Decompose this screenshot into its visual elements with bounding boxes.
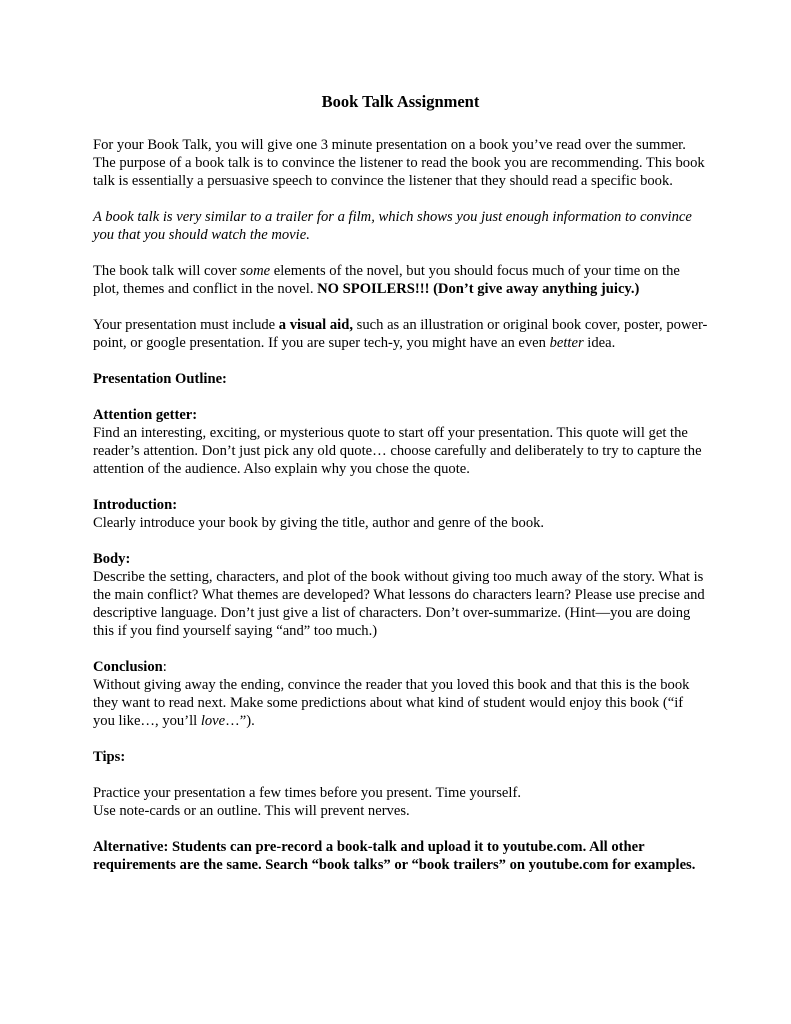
conclusion-text-2: …”). bbox=[225, 713, 255, 729]
document-page bbox=[93, 92, 708, 874]
no-spoilers-warning: NO SPOILERS!!! (Don’t give away anything juicy.) bbox=[317, 281, 640, 297]
alternative-note: Alternative: Students can pre-record a book-talk and upload it to youtube.com. All other requirements are the same. Search “book talks” or “book trailers” on youtube.com for examples. bbox=[93, 839, 696, 873]
page-title: Book Talk Assignment bbox=[321, 92, 480, 111]
tip-item: Use note-cards or an outline. This will prevent nerves. bbox=[93, 803, 410, 819]
visual-text-1: Your presentation must include bbox=[93, 317, 279, 333]
tips-section bbox=[93, 784, 708, 820]
trailer-note: A book talk is very similar to a trailer for a film, which shows you just enough information to convince you that you should watch the movie. bbox=[93, 209, 692, 243]
visual-aid-paragraph bbox=[93, 316, 708, 352]
conclusion-section bbox=[93, 658, 708, 730]
conclusion-heading-line bbox=[93, 658, 708, 676]
tips-heading: Tips: bbox=[93, 749, 126, 765]
conclusion-love-emph: love bbox=[200, 713, 226, 729]
visual-text-3: idea. bbox=[583, 335, 616, 351]
cover-emph: some bbox=[240, 263, 271, 279]
visual-text-2: such as an illustration or original book cover, poster, power-point, or google presentation. If you are super tech-y, you might have an even bbox=[93, 317, 708, 351]
tip-item: Practice your presentation a few times before you present. Time yourself. bbox=[93, 785, 521, 801]
conclusion-heading: Conclusion bbox=[93, 659, 163, 675]
conclusion-colon: : bbox=[162, 659, 167, 675]
attention-text: Find an interesting, exciting, or mysterious quote to start off your presentation. This quote will get the reader’s attention. Don’t just pick any old quote… choose carefully and deliberately to try to capture the attention of the audience. Also explain why you chose the quote. bbox=[93, 425, 702, 477]
cover-paragraph bbox=[93, 262, 708, 298]
body-section bbox=[93, 550, 708, 640]
attention-heading: Attention getter: bbox=[93, 407, 198, 423]
introduction-section bbox=[93, 496, 708, 532]
outline-heading: Presentation Outline: bbox=[93, 371, 227, 387]
visual-better-emph: better bbox=[549, 335, 584, 351]
cover-text-1: The book talk will cover bbox=[93, 263, 241, 279]
attention-section bbox=[93, 406, 708, 478]
body-text: Describe the setting, characters, and plot of the book without giving too much away of the story. What is the main conflict? What themes are developed? What lessons do characters learn? Please use precise and descriptive language. Don’t just give a list of characters. Don’t over-summarize. (Hint—you are doing this if you find yourself saying “and” too much.) bbox=[93, 569, 705, 639]
intro-paragraph: For your Book Talk, you will give one 3 minute presentation on a book you’ve read over the summer. The purpose of a book talk is to convince the listener to read the book you are recommending. This book talk is essentially a persuasive speech to convince the listener that they should read a specific book. bbox=[93, 137, 705, 189]
visual-aid-emph: a visual aid, bbox=[278, 317, 354, 333]
body-heading: Body: bbox=[93, 551, 131, 567]
cover-text-2: elements of the novel, but you should focus much of your time on the plot, themes and conflict in the novel. bbox=[93, 263, 680, 297]
introduction-text: Clearly introduce your book by giving the title, author and genre of the book. bbox=[93, 515, 545, 531]
conclusion-text-1: Without giving away the ending, convince the reader that you loved this book and that this is the book they want to read next. Make some predictions about what kind of student would enjoy this book (“if you like…, you’ll bbox=[93, 677, 690, 729]
introduction-heading: Introduction: bbox=[93, 497, 178, 513]
